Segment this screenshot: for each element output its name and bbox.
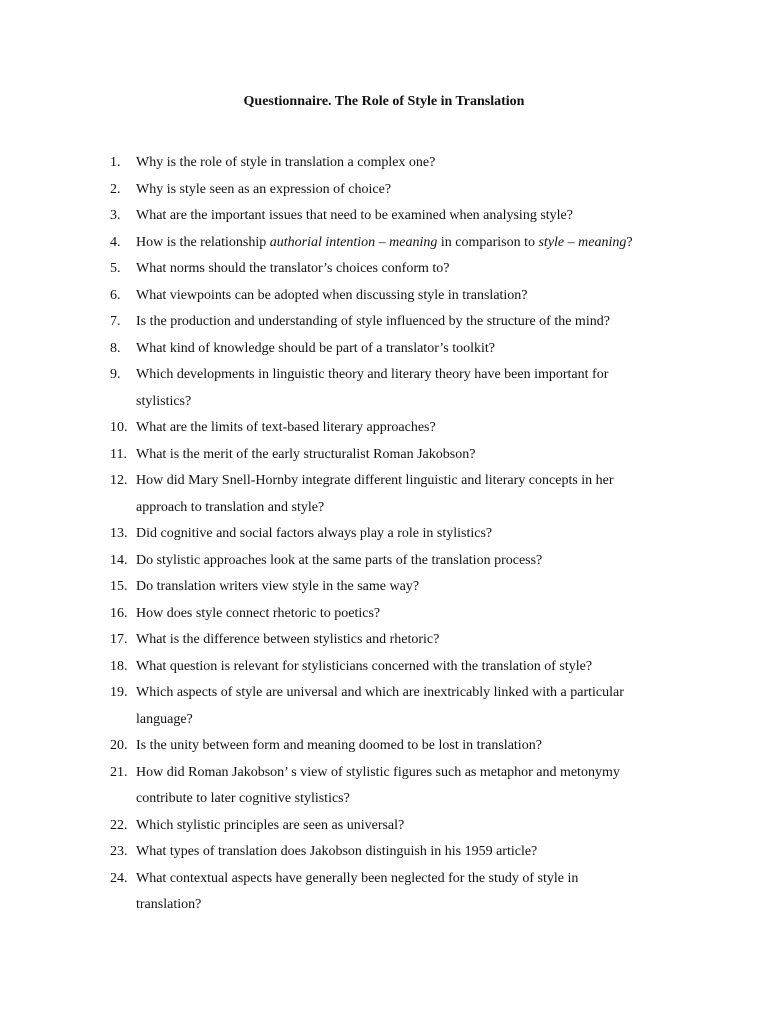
question-text: Do translation writers view style in the same way? [136, 579, 420, 594]
question-item [110, 283, 678, 310]
question-text: What viewpoints can be adopted when discussing style in translation? [136, 287, 528, 303]
question-item [110, 230, 678, 257]
question-number: 11. [110, 446, 127, 462]
question-number: 22. [110, 817, 128, 833]
question-number: 3. [110, 208, 121, 223]
question-number: 19. [110, 685, 128, 700]
question-text-continued: contribute to later cognitive stylistics? [136, 791, 350, 806]
question-text-middle: in comparison to [437, 234, 539, 250]
question-number: 8. [110, 340, 121, 356]
question-text: What question is relevant for stylisticians concerned with the translation of style? [136, 658, 593, 674]
question-item [110, 574, 678, 601]
question-item [110, 442, 678, 469]
question-italic-term: authorial intention – meaning [269, 234, 438, 250]
question-text: Why is style seen as an expression of choice? [136, 181, 392, 197]
question-text: Is the production and understanding of style influenced by the structure of the mind? [136, 314, 610, 329]
question-text: Which stylistic principles are seen as universal? [136, 817, 405, 833]
question-number: 21. [110, 764, 128, 780]
question-item [110, 680, 678, 733]
question-item [110, 760, 678, 813]
question-text: How did Roman Jakobson’ s view of stylistic figures such as metaphor and metonymy [136, 764, 620, 780]
question-item [110, 362, 678, 415]
question-number: 16. [110, 605, 128, 621]
question-item [110, 256, 678, 283]
question-italic-term: style – meaning [538, 234, 627, 250]
question-item [110, 601, 678, 628]
question-text-continued: approach to translation and style? [136, 499, 325, 515]
question-text-continued: translation? [136, 897, 202, 912]
page-title: Questionnaire. The Role of Style in Translation [243, 94, 525, 109]
question-number: 23. [110, 844, 128, 859]
question-item [110, 813, 678, 840]
question-text: What are the important issues that need to be examined when analysing style? [136, 208, 573, 223]
question-text: Which aspects of style are universal and which are inextricably linked with a particular [136, 685, 624, 700]
question-text: What contextual aspects have generally been neglected for the study of style in [136, 870, 579, 886]
question-text: Why is the role of style in translation a complex one? [136, 155, 436, 170]
question-item [110, 177, 678, 204]
question-number: 4. [110, 234, 121, 250]
question-text: What are the limits of text-based literary approaches? [136, 420, 436, 435]
question-item [110, 548, 678, 575]
question-text-continued: stylistics? [136, 393, 192, 409]
question-number: 10. [110, 420, 128, 435]
question-item [110, 654, 678, 681]
question-item [110, 150, 678, 177]
question-item [110, 627, 678, 654]
question-item [110, 866, 678, 919]
question-item [110, 336, 678, 363]
question-number: 5. [110, 261, 121, 276]
question-item [110, 521, 678, 548]
question-item [110, 309, 678, 336]
question-text: How did Mary Snell-Hornby integrate different linguistic and literary concepts in her [136, 473, 614, 488]
question-text: What is the difference between stylistics and rhetoric? [136, 632, 440, 647]
question-text: How does style connect rhetoric to poetics? [136, 605, 381, 621]
question-item [110, 839, 678, 866]
question-number: 18. [110, 658, 128, 674]
question-number: 12. [110, 473, 128, 488]
question-item [110, 733, 678, 760]
question-number: 20. [110, 738, 128, 753]
question-text: What is the merit of the early structuralist Roman Jakobson? [136, 446, 476, 462]
question-number: 7. [110, 314, 121, 329]
question-text: What types of translation does Jakobson distinguish in his 1959 article? [136, 844, 538, 859]
question-number: 2. [110, 181, 121, 197]
question-number: 6. [110, 287, 121, 303]
question-number: 24. [110, 870, 128, 886]
question-text: What kind of knowledge should be part of a translator’s toolkit? [136, 340, 495, 356]
question-list [110, 150, 678, 919]
question-number: 15. [110, 579, 128, 594]
question-number: 17. [110, 632, 128, 647]
question-text: What norms should the translator’s choices conform to? [136, 261, 450, 276]
question-text: Do stylistic approaches look at the same parts of the translation process? [136, 552, 543, 568]
question-item [110, 468, 678, 521]
question-item [110, 203, 678, 230]
question-text-continued: language? [136, 711, 193, 727]
question-text: Is the unity between form and meaning doomed to be lost in translation? [136, 738, 542, 753]
question-item [110, 415, 678, 442]
question-number: 9. [110, 367, 121, 382]
question-text: Did cognitive and social factors always play a role in stylistics? [136, 526, 493, 541]
question-text-after: ? [626, 234, 633, 250]
question-number: 13. [110, 526, 128, 541]
question-text-before: How is the relationship [136, 234, 270, 250]
question-number: 1. [110, 155, 121, 170]
question-number: 14. [110, 552, 128, 568]
question-text: Which developments in linguistic theory and literary theory have been important for [136, 367, 609, 382]
